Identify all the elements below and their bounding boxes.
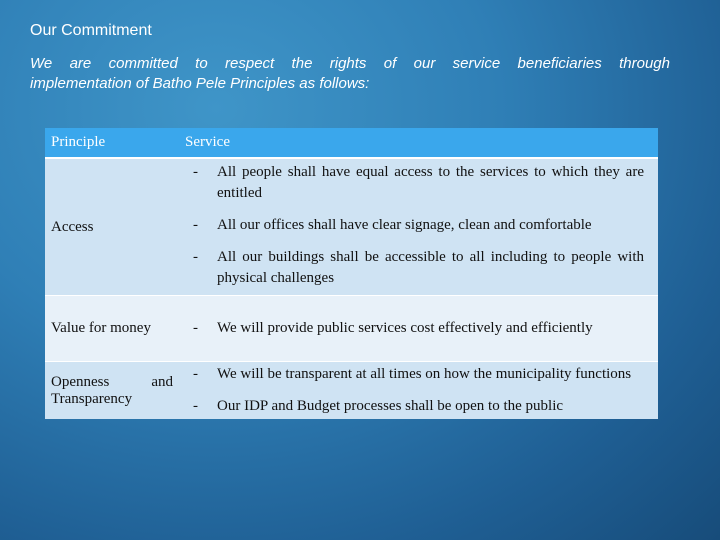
header-principle: Principle [45,128,179,158]
service-text: We will be transparent at all times on how the municipality functions [217,366,632,382]
bullet-dash: - [193,320,198,336]
services-openness [179,362,658,420]
intro-line-2: implementation of Batho Pele Principles as follows: [30,75,370,92]
principle-openness [45,362,179,420]
slide-title: Our Commitment [30,22,152,39]
principle-value-for-money: Value for money [45,296,179,362]
service-item [185,215,652,236]
bullet-dash: - [193,217,198,233]
header-service: Service [179,128,658,158]
service-text: Our IDP and Budget processes shall be open to the public [217,398,564,414]
service-item [185,364,652,385]
service-text: We will provide public services cost effectively and efficiently [217,320,593,336]
service-text: All our buildings shall be accessible to all including to people with physical challenges [217,249,644,286]
service-text: All people shall have equal access to the services to which they are entitled [217,164,644,201]
bullet-dash: - [193,398,198,414]
service-item [185,318,652,339]
bullet-dash: - [193,366,198,382]
table-row-openness [45,362,658,420]
principle-openness-word3: Transparency [51,390,133,407]
services-value-for-money [179,296,658,362]
bullet-dash: - [193,249,198,265]
principles-table [45,128,658,419]
service-text: All our offices shall have clear signage, clean and comfortable [217,217,592,233]
bullet-dash: - [193,164,198,180]
intro-text [30,54,670,94]
intro-line-1: We are committed to respect the rights of our service beneficiaries through [30,55,670,72]
service-item [185,162,652,204]
service-item [185,247,652,289]
table-row-value [45,296,658,362]
table-row-access [45,158,658,296]
service-item [185,396,652,417]
principle-openness-word2: and [151,373,173,390]
table-header-row [45,128,658,158]
services-access [179,158,658,296]
principle-openness-word1: Openness [51,373,110,390]
principle-access: Access [45,158,179,296]
